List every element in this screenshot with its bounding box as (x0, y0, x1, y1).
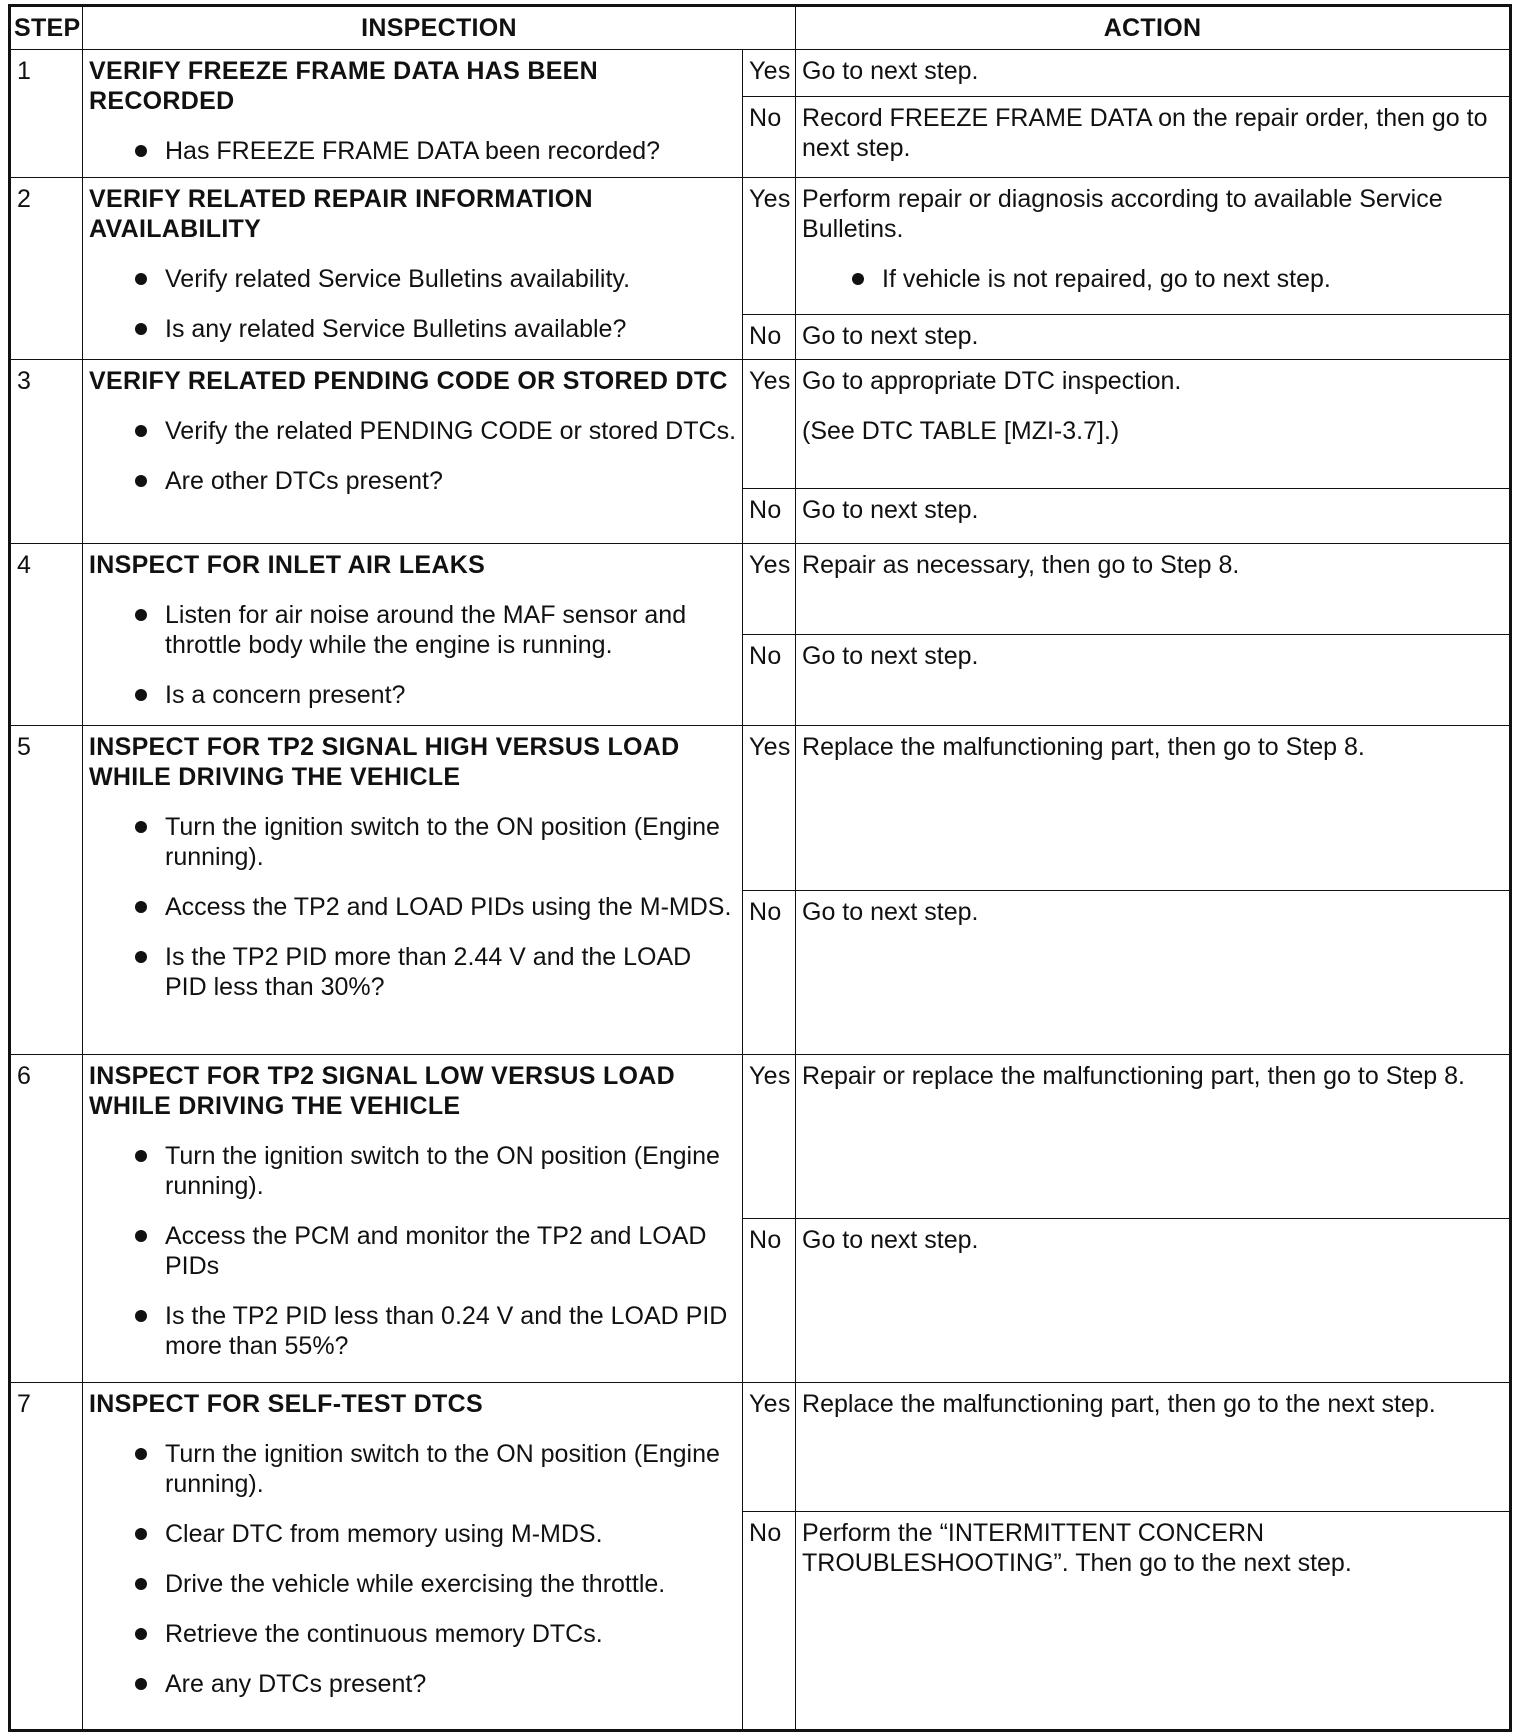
step-6-yes-row (10, 1055, 1511, 1219)
no-action (796, 1219, 1511, 1383)
step-2-yes-row (10, 178, 1511, 315)
procedure-table (8, 4, 1512, 1732)
yes-label: Yes (743, 50, 796, 97)
inspection-title: INSPECT FOR INLET AIR LEAKS (89, 551, 486, 579)
dtc-table-reference: (See DTC TABLE [MZI-3.7].) (802, 417, 1120, 445)
action-text: Repair as necessary, then go to Step 8. (802, 551, 1240, 579)
action-text: Go to next step. (802, 1226, 979, 1254)
no-label: No (743, 489, 796, 544)
no-label: No (743, 1219, 796, 1383)
inspection-bullet: Drive the vehicle while exercising the throttle. (89, 1569, 736, 1599)
yes-action (796, 544, 1511, 635)
inspection-title: VERIFY FREEZE FRAME DATA HAS BEEN RECORDED (89, 57, 599, 115)
step-number: 2 (10, 178, 83, 360)
inspection-title: VERIFY RELATED PENDING CODE OR STORED DTC (89, 367, 728, 395)
inspection-bullet: Access the PCM and monitor the TP2 and LOAD PIDs (89, 1221, 736, 1281)
inspection-bullet: Turn the ignition switch to the ON position (Engine running). (89, 812, 736, 872)
inspection-bullet: Listen for air noise around the MAF sensor and throttle body while the engine is running. (89, 600, 736, 660)
action-column-header: ACTION (796, 6, 1511, 50)
inspection-bullet: Is any related Service Bulletins available? (89, 314, 736, 344)
action-text: Perform repair or diagnosis according to available Service Bulletins. (802, 185, 1443, 243)
inspection-cell (83, 50, 743, 178)
step-number: 5 (10, 726, 83, 1055)
inspection-bullet: Turn the ignition switch to the ON position (Engine running). (89, 1439, 736, 1499)
inspection-bullets (89, 1141, 736, 1361)
inspection-column-header: INSPECTION (83, 6, 796, 50)
inspection-bullet: Is the TP2 PID less than 0.24 V and the LOAD PID more than 55%? (89, 1301, 736, 1361)
no-label: No (743, 1512, 796, 1731)
inspection-bullet: Are other DTCs present? (89, 466, 736, 496)
inspection-bullets (89, 600, 736, 710)
no-action (796, 1512, 1511, 1731)
inspection-bullets (89, 264, 736, 344)
action-text: Repair or replace the malfunctioning part, then go to Step 8. (802, 1062, 1465, 1090)
step-number: 3 (10, 360, 83, 544)
inspection-bullets (89, 136, 736, 166)
inspection-bullet: Clear DTC from memory using M-MDS. (89, 1519, 736, 1549)
action-text: Perform the “INTERMITTENT CONCERN TROUBLESHOOTING”. Then go to the next step. (802, 1519, 1352, 1577)
inspection-bullets (89, 812, 736, 1002)
step-7-yes-row (10, 1383, 1511, 1512)
yes-label: Yes (743, 178, 796, 315)
no-action (796, 97, 1511, 178)
yes-label: Yes (743, 360, 796, 489)
inspection-title: INSPECT FOR TP2 SIGNAL LOW VERSUS LOAD WHILE DRIVING THE VEHICLE (89, 1062, 675, 1120)
step-5-yes-row (10, 726, 1511, 891)
action-text: Go to appropriate DTC inspection. (802, 367, 1182, 395)
yes-action (796, 50, 1511, 97)
inspection-cell (83, 360, 743, 544)
yes-action (796, 1055, 1511, 1219)
action-text: Go to next step. (802, 322, 979, 350)
inspection-bullets (89, 416, 736, 496)
inspection-bullet: Verify related Service Bulletins availability. (89, 264, 736, 294)
action-text: Go to next step. (802, 898, 979, 926)
step-4-yes-row (10, 544, 1511, 635)
yes-action (796, 360, 1511, 489)
inspection-bullet: Retrieve the continuous memory DTCs. (89, 1619, 736, 1649)
inspection-title: VERIFY RELATED REPAIR INFORMATION AVAILABILITY (89, 185, 593, 243)
inspection-bullet: Is the TP2 PID more than 2.44 V and the LOAD PID less than 30%? (89, 942, 736, 1002)
action-text: Go to next step. (802, 642, 979, 670)
inspection-title: INSPECT FOR TP2 SIGNAL HIGH VERSUS LOAD WHILE DRIVING THE VEHICLE (89, 733, 680, 791)
action-text: Go to next step. (802, 496, 979, 524)
inspection-bullets (89, 1439, 736, 1699)
header-row (10, 6, 1511, 50)
step-3-yes-row (10, 360, 1511, 489)
action-text: Go to next step. (802, 57, 979, 85)
inspection-bullet: Verify the related PENDING CODE or stored DTCs. (89, 416, 736, 446)
step-number: 6 (10, 1055, 83, 1383)
inspection-bullet: Are any DTCs present? (89, 1669, 736, 1699)
step-number: 4 (10, 544, 83, 726)
yes-action (796, 178, 1511, 315)
step-number: 7 (10, 1383, 83, 1731)
no-action (796, 635, 1511, 726)
yes-label: Yes (743, 544, 796, 635)
action-text: Record FREEZE FRAME DATA on the repair order, then go to next step. (802, 104, 1488, 162)
no-label: No (743, 891, 796, 1055)
no-label: No (743, 97, 796, 178)
inspection-bullet: Is a concern present? (89, 680, 736, 710)
action-bullets (802, 264, 1503, 294)
no-label: No (743, 315, 796, 360)
inspection-cell (83, 1383, 743, 1731)
inspection-cell (83, 544, 743, 726)
no-action (796, 489, 1511, 544)
inspection-cell (83, 1055, 743, 1383)
yes-label: Yes (743, 726, 796, 891)
no-action (796, 891, 1511, 1055)
inspection-bullet: Has FREEZE FRAME DATA been recorded? (89, 136, 736, 166)
action-bullet: If vehicle is not repaired, go to next step. (802, 264, 1503, 294)
no-label: No (743, 635, 796, 726)
yes-action (796, 1383, 1511, 1512)
inspection-bullet: Turn the ignition switch to the ON position (Engine running). (89, 1141, 736, 1201)
yes-action (796, 726, 1511, 891)
step-number: 1 (10, 50, 83, 178)
inspection-cell (83, 178, 743, 360)
yes-label: Yes (743, 1383, 796, 1512)
action-text: Replace the malfunctioning part, then go to Step 8. (802, 733, 1365, 761)
no-action (796, 315, 1511, 360)
step-column-header: STEP (10, 6, 83, 50)
inspection-title: INSPECT FOR SELF-TEST DTCS (89, 1390, 483, 1418)
step-1-yes-row (10, 50, 1511, 97)
action-text: Replace the malfunctioning part, then go to the next step. (802, 1390, 1436, 1418)
inspection-cell (83, 726, 743, 1055)
yes-label: Yes (743, 1055, 796, 1219)
inspection-bullet: Access the TP2 and LOAD PIDs using the M-MDS. (89, 892, 736, 922)
